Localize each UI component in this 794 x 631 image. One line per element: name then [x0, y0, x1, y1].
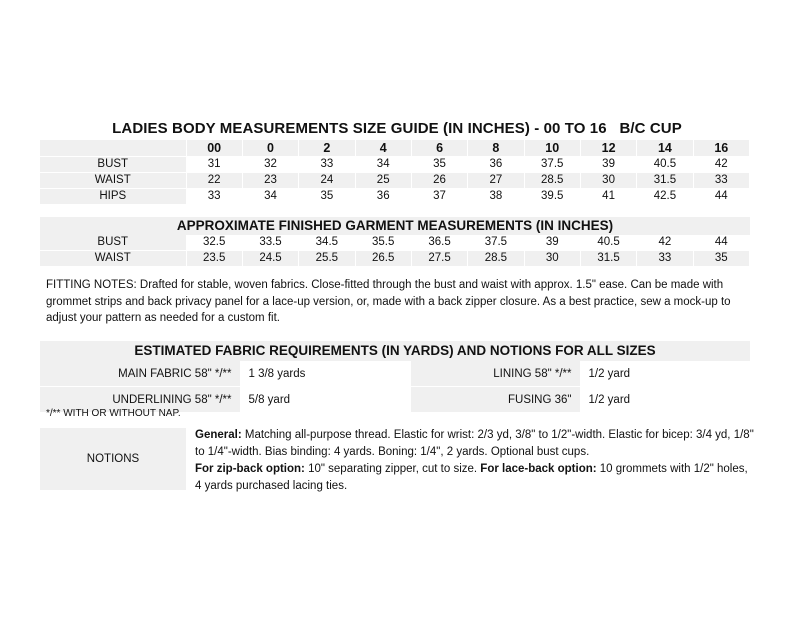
measurement-cell: 24 — [299, 173, 355, 189]
measurement-cell: 40.5 — [580, 235, 636, 251]
notions-zip-text: 10" separating zipper, cut to size. — [304, 463, 481, 475]
notions-lace-text: 10 grommets with 1/2" holes, 4 yards purchased lacing ties. — [195, 463, 748, 492]
measurement-cell: 39 — [524, 235, 580, 251]
measurement-cell: 32 — [242, 157, 298, 173]
table-row — [40, 189, 750, 205]
measurement-cell: 34.5 — [299, 235, 355, 251]
measurement-cell: 42.5 — [637, 189, 693, 205]
row-label: HIPS — [40, 189, 186, 205]
size-header-00: 00 — [186, 140, 242, 157]
measurement-cell: 34 — [242, 189, 298, 205]
row-label: WAIST — [40, 173, 186, 189]
notions-label: NOTIONS — [40, 428, 186, 490]
measurement-cell: 36.5 — [411, 235, 467, 251]
measurement-cell: 26 — [411, 173, 467, 189]
row-label: BUST — [40, 235, 186, 251]
size-header-0: 0 — [242, 140, 298, 157]
garment-measurements-table — [40, 235, 750, 267]
measurement-cell: 41 — [580, 189, 636, 205]
measurement-cell: 35.5 — [355, 235, 411, 251]
fabric-amount: 1/2 yard — [580, 387, 750, 413]
measurement-cell: 36 — [355, 189, 411, 205]
size-header-14: 14 — [637, 140, 693, 157]
measurement-cell: 28.5 — [524, 173, 580, 189]
measurement-cell: 30 — [580, 173, 636, 189]
measurement-cell: 31.5 — [637, 173, 693, 189]
measurement-cell: 24.5 — [242, 251, 298, 267]
row-label: WAIST — [40, 251, 186, 267]
measurement-cell: 33.5 — [242, 235, 298, 251]
size-header-8: 8 — [468, 140, 524, 157]
measurement-cell: 39.5 — [524, 189, 580, 205]
fabric-label: LINING 58" */** — [410, 361, 580, 387]
fabric-amount: 1 3/8 yards — [240, 361, 410, 387]
row-label: BUST — [40, 157, 186, 173]
fabric-amount: 5/8 yard — [240, 387, 410, 413]
measurement-cell: 27 — [468, 173, 524, 189]
measurement-cell: 33 — [186, 189, 242, 205]
size-header-4: 4 — [355, 140, 411, 157]
size-header-blank — [40, 140, 186, 157]
notions-general-label: General: — [195, 429, 242, 441]
size-header-6: 6 — [411, 140, 467, 157]
measurement-cell: 33 — [299, 157, 355, 173]
table-row — [40, 251, 750, 267]
garment-table-title: APPROXIMATE FINISHED GARMENT MEASUREMENTS (IN INCHES) — [40, 217, 750, 235]
measurement-cell: 39 — [580, 157, 636, 173]
measurement-cell: 31.5 — [580, 251, 636, 267]
measurement-cell: 33 — [693, 173, 749, 189]
measurement-cell: 42 — [637, 235, 693, 251]
measurement-cell: 27.5 — [411, 251, 467, 267]
measurement-cell: 33 — [637, 251, 693, 267]
table-row — [40, 157, 750, 173]
table-row — [40, 173, 750, 189]
measurement-cell: 42 — [693, 157, 749, 173]
measurement-cell: 40.5 — [637, 157, 693, 173]
notions-text — [195, 427, 755, 495]
measurement-cell: 37 — [411, 189, 467, 205]
page-title: LADIES BODY MEASUREMENTS SIZE GUIDE (IN INCHES) - 00 TO 16 B/C CUP — [112, 120, 682, 137]
measurement-cell: 34 — [355, 157, 411, 173]
fabric-amount: 1/2 yard — [580, 361, 750, 387]
size-header-2: 2 — [299, 140, 355, 157]
measurement-cell: 44 — [693, 235, 749, 251]
measurement-cell: 28.5 — [468, 251, 524, 267]
measurement-cell: 31 — [186, 157, 242, 173]
measurement-cell: 23.5 — [186, 251, 242, 267]
measurement-cell: 38 — [468, 189, 524, 205]
size-header-10: 10 — [524, 140, 580, 157]
fabric-label: UNDERLINING 58" */** — [40, 387, 240, 413]
body-measurements-table — [40, 140, 750, 205]
size-header-12: 12 — [580, 140, 636, 157]
measurement-cell: 36 — [468, 157, 524, 173]
notions-zip-label: For zip-back option: — [195, 463, 305, 475]
fabric-requirements-table — [40, 361, 751, 413]
measurement-cell: 32.5 — [186, 235, 242, 251]
notions-general-text: Matching all-purpose thread. Elastic for wrist: 2/3 yd, 3/8" to 1/2"-width. Elastic for bicep: 3/4 yd, 1/8" to 1/4"-width. Bias binding: 4 yards. Boning: 1/4", 2 yards. Optional bust cups. — [195, 429, 754, 458]
measurement-cell: 37.5 — [468, 235, 524, 251]
notions-lace-label: For lace-back option: — [480, 463, 597, 475]
size-header-row — [40, 140, 750, 157]
measurement-cell: 30 — [524, 251, 580, 267]
measurement-cell: 25.5 — [299, 251, 355, 267]
measurement-cell: 44 — [693, 189, 749, 205]
fabric-label: FUSING 36" — [410, 387, 580, 413]
measurement-cell: 23 — [242, 173, 298, 189]
measurement-cell: 37.5 — [524, 157, 580, 173]
measurement-cell: 35 — [299, 189, 355, 205]
size-header-16: 16 — [693, 140, 749, 157]
measurement-cell: 35 — [411, 157, 467, 173]
fitting-notes: FITTING NOTES: Drafted for stable, woven fabrics. Close-fitted through the bust and waist with approx. 1.5" ease. Can be made with grommet strips and back privacy panel for a lace-up version, or, made with a back zipper closure. As a best practice, sew a mock-up to adjust your pattern as needed for a custom fit. — [46, 279, 731, 324]
fabric-row — [40, 361, 750, 387]
nap-note: */** WITH OR WITHOUT NAP. — [46, 408, 181, 419]
measurement-cell: 25 — [355, 173, 411, 189]
fabric-label: MAIN FABRIC 58" */** — [40, 361, 240, 387]
fabric-table-title: ESTIMATED FABRIC REQUIREMENTS (IN YARDS) AND NOTIONS FOR ALL SIZES — [40, 341, 750, 361]
table-row — [40, 235, 750, 251]
measurement-cell: 35 — [693, 251, 749, 267]
measurement-cell: 22 — [186, 173, 242, 189]
measurement-cell: 26.5 — [355, 251, 411, 267]
